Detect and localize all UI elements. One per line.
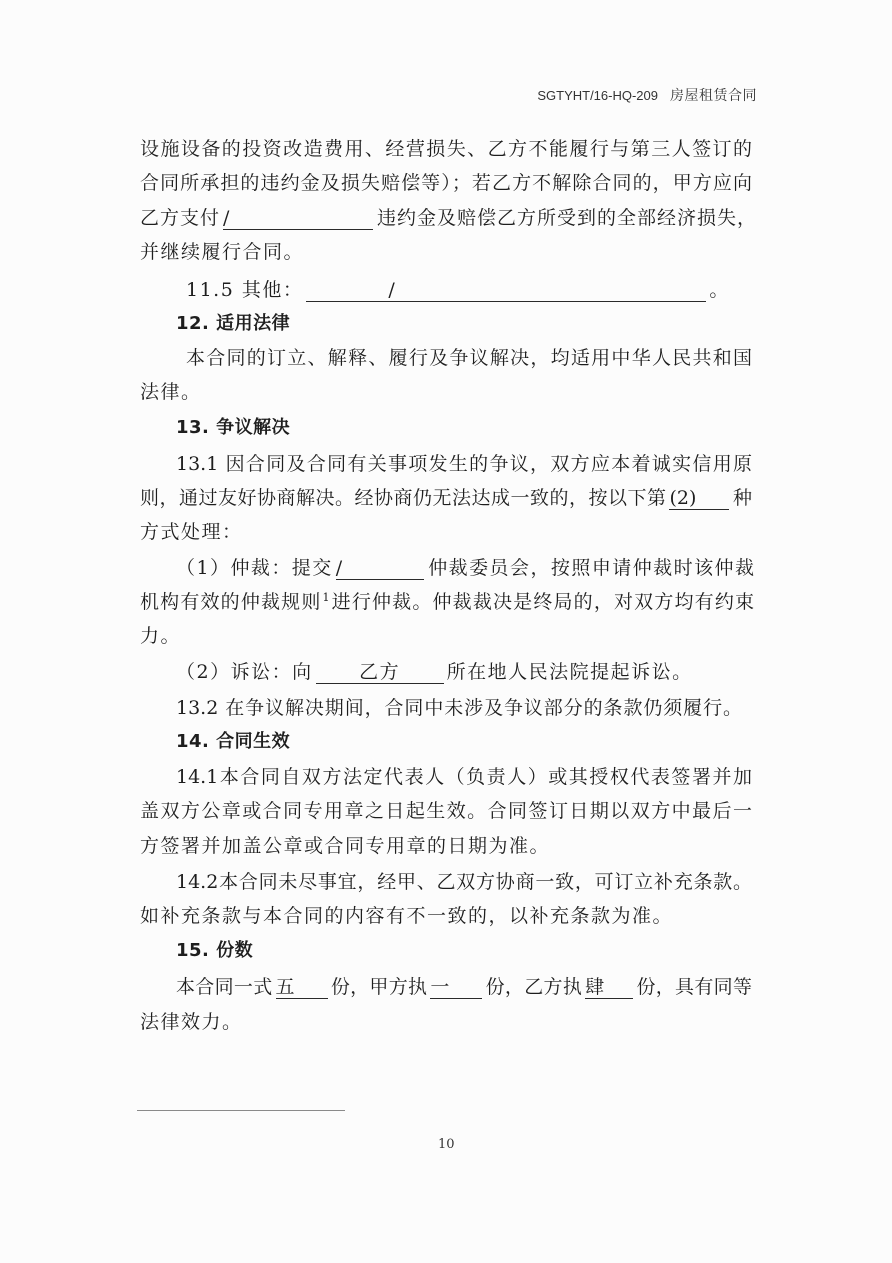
- clause-14-2-line-2: 如补充条款与本合同的内容有不一致的，以补充条款为准。: [140, 905, 674, 927]
- clause-11-4-line-3: [140, 205, 756, 231]
- section-15-line-1: [176, 974, 752, 1000]
- document-code: SGTYHT/16-HQ-209: [537, 88, 658, 103]
- option-1-text: 机构有效的仲裁规则: [140, 591, 322, 613]
- footnote-separator: [137, 1110, 345, 1111]
- section-15-text: 份，具有同等: [636, 976, 752, 998]
- page-header: [537, 86, 757, 105]
- court-party-blank: 乙方: [316, 661, 444, 684]
- clause-13-1-text: 则，通过友好协商解决。经协商仍无法达成一致的，按以下第: [140, 487, 667, 509]
- clause-13-1-line-3: 方式处理：: [140, 521, 243, 543]
- clause-11-4-text: 违约金及赔偿乙方所受到的全部经济损失，: [376, 207, 756, 229]
- section-heading-14: 14. 合同生效: [176, 731, 291, 752]
- clause-11-4-line-1: 设施设备的投资改造费用、经营损失、乙方不能履行与第三人签订的: [140, 138, 752, 160]
- section-heading-12: 12. 适用法律: [176, 313, 291, 334]
- clause-11-5-end: 。: [709, 279, 730, 301]
- option-1-text: （1）仲裁：提交: [176, 557, 333, 579]
- clause-11-5: [186, 277, 730, 303]
- arbitration-commission-blank: /: [336, 557, 424, 580]
- clause-13-1-text: 种: [732, 487, 752, 509]
- party-b-copies-blank: 肆: [585, 976, 633, 999]
- section-15-line-2: 法律效力。: [140, 1011, 243, 1033]
- section-15-text: 本合同一式: [176, 976, 273, 998]
- section-heading-15: 15. 份数: [176, 940, 254, 961]
- section-15-text: 份，甲方执: [330, 976, 428, 998]
- clause-13-2: 13.2 在争议解决期间，合同中未涉及争议部分的条款仍须履行。: [176, 697, 742, 719]
- section-12-line-1: 本合同的订立、解释、履行及争议解决，均适用中华人民共和国: [186, 347, 752, 369]
- document-title: 房屋租赁合同: [670, 87, 757, 103]
- option-1-line-3: 力。: [140, 625, 182, 647]
- clause-11-4-text: 乙方支付: [140, 207, 220, 229]
- clause-14-2-line-1: 14.2本合同未尽事宜，经甲、乙双方协商一致，可订立补充条款。: [176, 871, 752, 893]
- option-1-line-1: [176, 555, 754, 581]
- option-1-text: 仲裁委员会，按照申请仲裁时该仲裁: [426, 557, 754, 579]
- page-number: 10: [438, 1137, 455, 1152]
- dispute-method-blank: (2): [669, 487, 729, 510]
- clause-11-4-line-4: 并继续履行合同。: [140, 241, 305, 263]
- footnote-reference: 1: [322, 590, 330, 604]
- clause-14-1-line-2: 盖双方公章或合同专用章之日起生效。合同签订日期以双方中最后一: [140, 800, 752, 822]
- party-a-copies-blank: 一: [430, 976, 482, 999]
- section-heading-13: 13. 争议解决: [176, 417, 291, 438]
- option-2-line: [176, 659, 693, 685]
- option-1-text: 进行仲裁。仲裁裁决是终局的，对双方均有约束: [330, 591, 754, 613]
- option-2-text: （2）诉讼：向: [176, 661, 313, 683]
- section-12-line-2: 法律。: [140, 381, 202, 403]
- clause-13-1-line-1: 13.1 因合同及合同有关事项发生的争议，双方应本着诚实信用原: [176, 453, 752, 475]
- option-2-text: 所在地人民法院提起诉讼。: [446, 661, 693, 683]
- clause-13-1-line-2: [140, 485, 752, 511]
- clause-11-5-label: 11.5 其他：: [186, 279, 304, 301]
- total-copies-blank: 五: [276, 976, 328, 999]
- penalty-amount-blank: /: [223, 207, 373, 230]
- clause-14-1-line-3: 方签署并加盖公章或合同专用章的日期为准。: [140, 835, 551, 857]
- section-15-text: 份，乙方执: [485, 976, 583, 998]
- clause-14-1-line-1: 14.1本合同自双方法定代表人（负责人）或其授权代表签署并加: [176, 766, 752, 788]
- clause-11-4-line-2: 合同所承担的违约金及损失赔偿等）；若乙方不解除合同的，甲方应向: [140, 172, 752, 194]
- other-terms-blank: /: [306, 279, 706, 302]
- option-1-line-2: [140, 589, 754, 615]
